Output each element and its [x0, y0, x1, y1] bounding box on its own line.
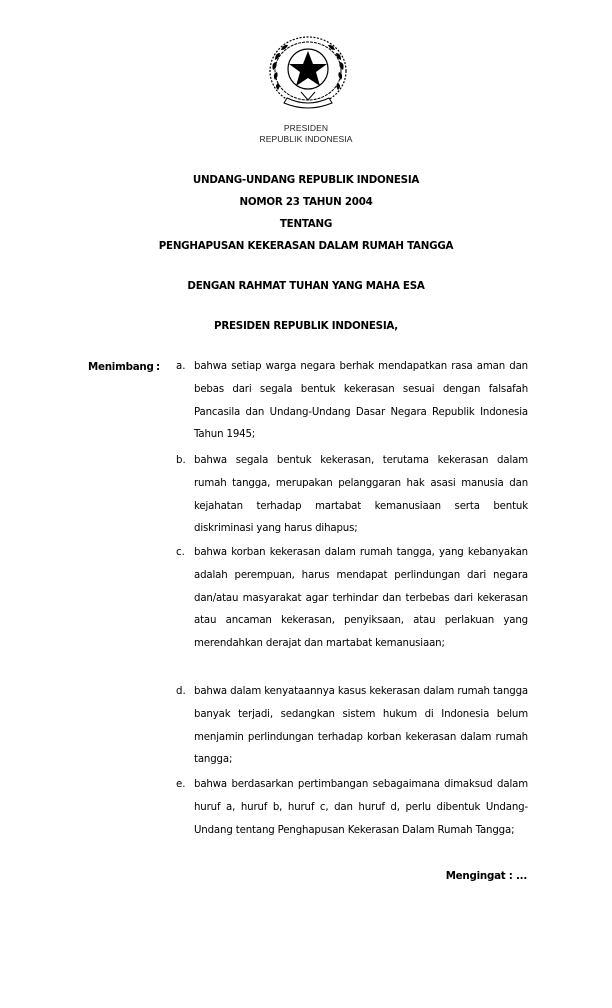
item-text: bahwa setiap warga negara berhak mendapatkan rasa aman dan bebas dari segala bentuk kekerasan sesuai dengan falsafah Pancasila dan Undang-Undang Dasar Negara Republik Indonesia Tahun 1945;	[194, 361, 528, 441]
menimbang-label: Menimbang	[88, 361, 154, 373]
consideration-item-c	[176, 547, 528, 656]
garuda-star-emblem-icon	[265, 34, 351, 110]
law-title: UNDANG-UNDANG REPUBLIK INDONESIA	[192, 174, 420, 186]
consideration-item-a	[176, 361, 528, 447]
item-letter: a.	[176, 361, 186, 372]
consideration-item-d	[176, 686, 528, 772]
emblem-caption-president: PRESIDEN	[283, 123, 329, 133]
consideration-item-e	[176, 779, 528, 842]
law-subject: PENGHAPUSAN KEKERASAN DALAM RUMAH TANGGA	[158, 240, 454, 252]
item-text: bahwa korban kekerasan dalam rumah tangga, yang kebanyakan adalah perempuan, harus mendapat perlindungan dari negara dan/atau masyarakat agar terhindar dan terbebas dari kekerasan atau ancaman kekerasan, penyiksaan, atau perlakuan yang merendahkan derajat dan martabat kemanusiaan;	[194, 547, 528, 650]
menimbang-colon: :	[156, 361, 161, 373]
law-about: TENTANG	[279, 218, 333, 230]
item-text: bahwa dalam kenyataannya kasus kekerasan dalam rumah tangga banyak terjadi, sedangkan sistem hukum di Indonesia belum menjamin perlindungan terhadap korban kekerasan dalam rumah tangga;	[194, 686, 528, 766]
item-letter: e.	[176, 779, 186, 790]
emblem-caption-republic: REPUBLIK INDONESIA	[259, 134, 353, 144]
item-text: bahwa segala bentuk kekerasan, terutama kekerasan dalam rumah tangga, merupakan pelanggaran hak asasi manusia dan kejahatan terhadap martabat kemanusiaan serta bentuk diskriminasi yang harus dihapus;	[194, 455, 528, 535]
consideration-item-b	[176, 455, 528, 541]
item-text: bahwa berdasarkan pertimbangan sebagaimana dimaksud dalam huruf a, huruf b, huruf c, dan huruf d, perlu dibentuk Undang-Undang tentang Penghapusan Kekerasan Dalam Rumah Tangga;	[194, 779, 528, 836]
issuer: PRESIDEN REPUBLIK INDONESIA,	[214, 320, 398, 332]
item-letter: c.	[176, 547, 185, 558]
item-letter: b.	[176, 455, 186, 466]
next-page-marker: Mengingat : ...	[445, 870, 527, 882]
invocation: DENGAN RAHMAT TUHAN YANG MAHA ESA	[187, 280, 425, 292]
item-letter: d.	[176, 686, 186, 697]
law-number: NOMOR 23 TAHUN 2004	[239, 196, 373, 208]
